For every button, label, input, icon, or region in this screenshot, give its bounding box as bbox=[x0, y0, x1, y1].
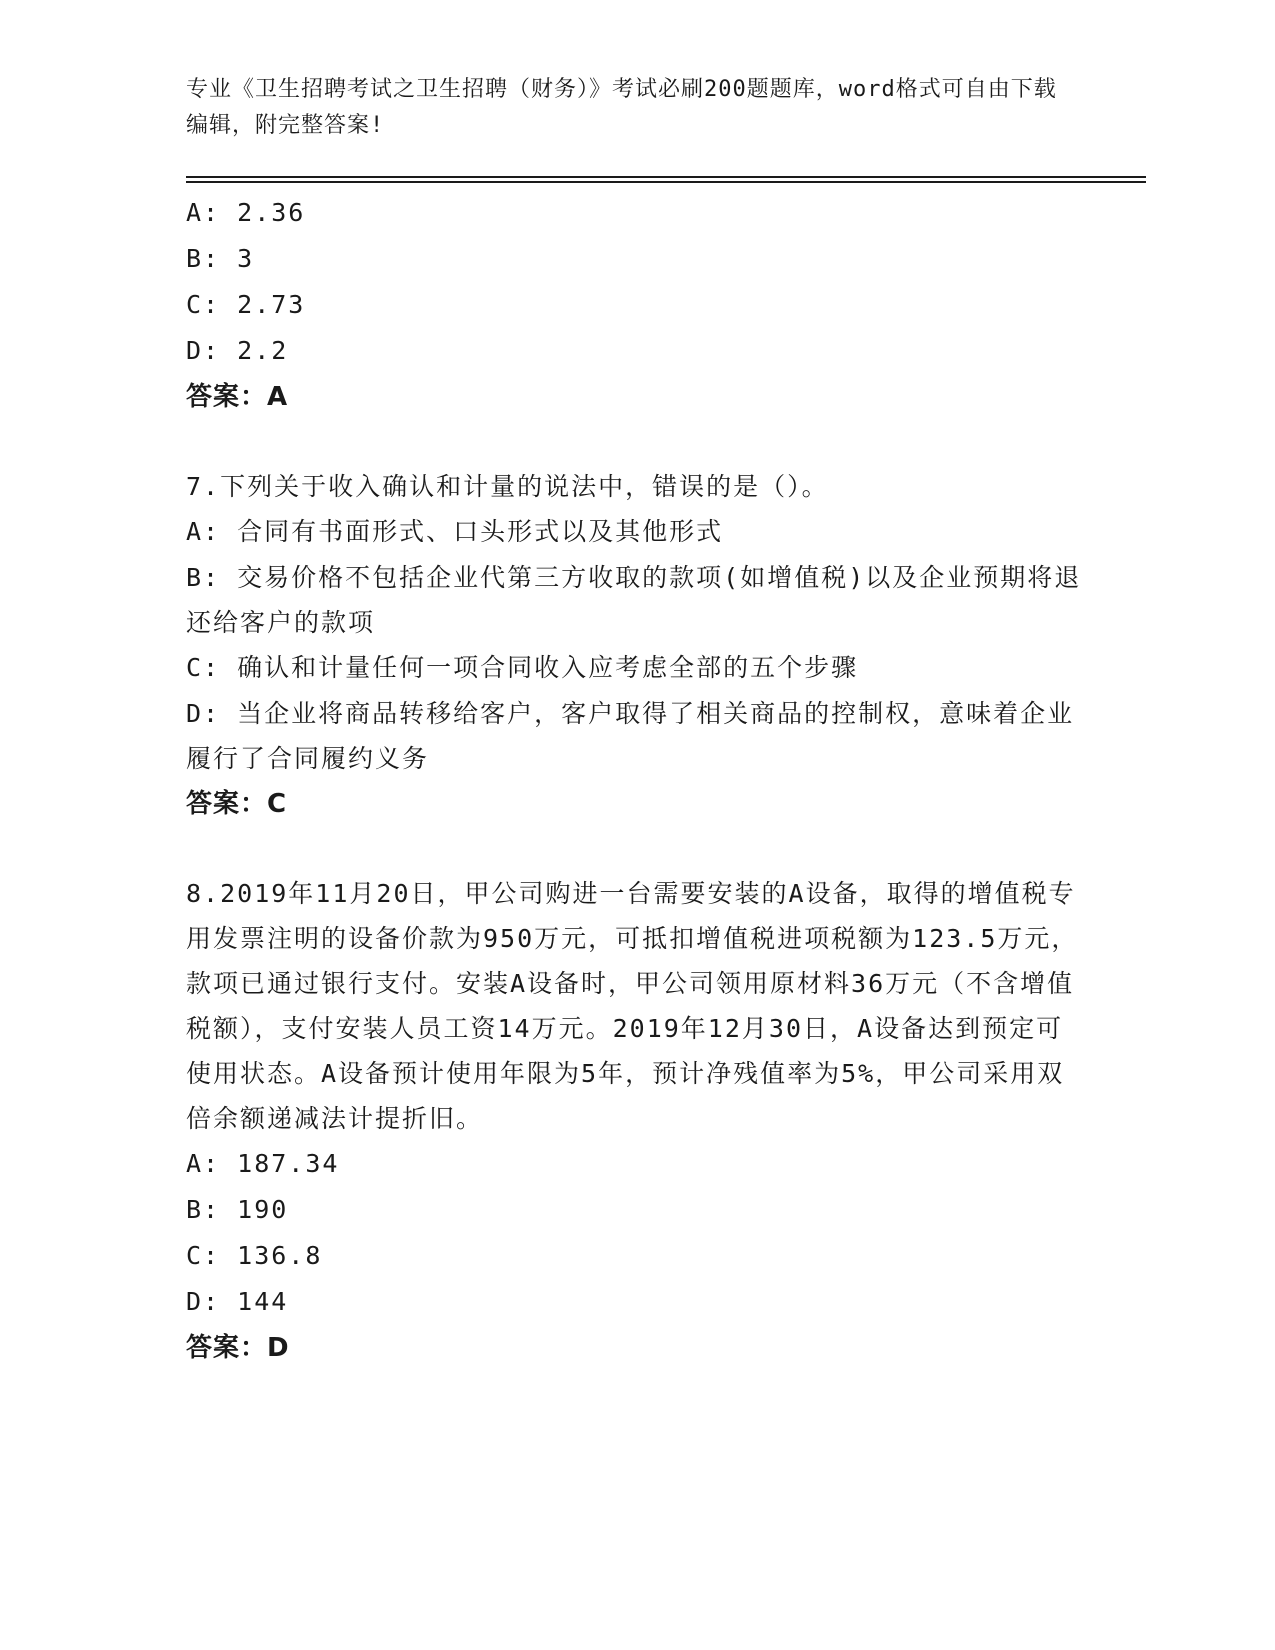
option-b: B: 3 bbox=[186, 244, 255, 273]
question-content bbox=[186, 190, 1086, 1371]
option-d: D: 144 bbox=[186, 1287, 289, 1316]
option-d: D: 当企业将商品转移给客户，客户取得了相关商品的控制权，意味着企业履行了合同履约义务 bbox=[186, 699, 1075, 773]
option-a: A: 187.34 bbox=[186, 1149, 340, 1178]
option-c: C: 136.8 bbox=[186, 1241, 323, 1270]
option-b: B: 190 bbox=[186, 1195, 289, 1224]
option-b: B: 交易价格不包括企业代第三方收取的款项(如增值税)以及企业预期将退还给客户的款项 bbox=[186, 563, 1082, 637]
question-stem: 7.下列关于收入确认和计量的说法中，错误的是（）。 bbox=[186, 472, 829, 501]
question-stem: 8.2019年11月20日，甲公司购进一台需要安装的A设备，取得的增值税专用发票注明的设备价款为950万元，可抵扣增值税进项税额为123.5万元，款项已通过银行支付。安装A设备时，甲公司领用原材料36万元（不含增值税额），支付安装人员工资14万元。2019年12月30日，A设备达到预定可使用状态。A设备预计使用年限为5年，预计净残值率为5%，甲公司采用双倍余额递减法计提折旧。 bbox=[186, 879, 1079, 1133]
answer: 答案：A bbox=[186, 382, 289, 412]
question-8 bbox=[186, 871, 1086, 1371]
option-d: D: 2.2 bbox=[186, 336, 289, 365]
question-7 bbox=[186, 464, 1086, 827]
option-a: A: 2.36 bbox=[186, 198, 306, 227]
answer: 答案：D bbox=[186, 1333, 290, 1363]
header-divider-bottom bbox=[186, 181, 1146, 183]
option-c: C: 2.73 bbox=[186, 290, 306, 319]
header-divider-top bbox=[186, 176, 1146, 178]
option-a: A: 合同有书面形式、口头形式以及其他形式 bbox=[186, 517, 724, 546]
option-c: C: 确认和计量任何一项合同收入应考虑全部的五个步骤 bbox=[186, 653, 859, 682]
page-header: 专业《卫生招聘考试之卫生招聘（财务）》考试必刷200题题库，word格式可自由下载编辑，附完整答案! bbox=[186, 77, 1057, 138]
question-6 bbox=[186, 190, 1086, 420]
answer: 答案：C bbox=[186, 789, 288, 819]
